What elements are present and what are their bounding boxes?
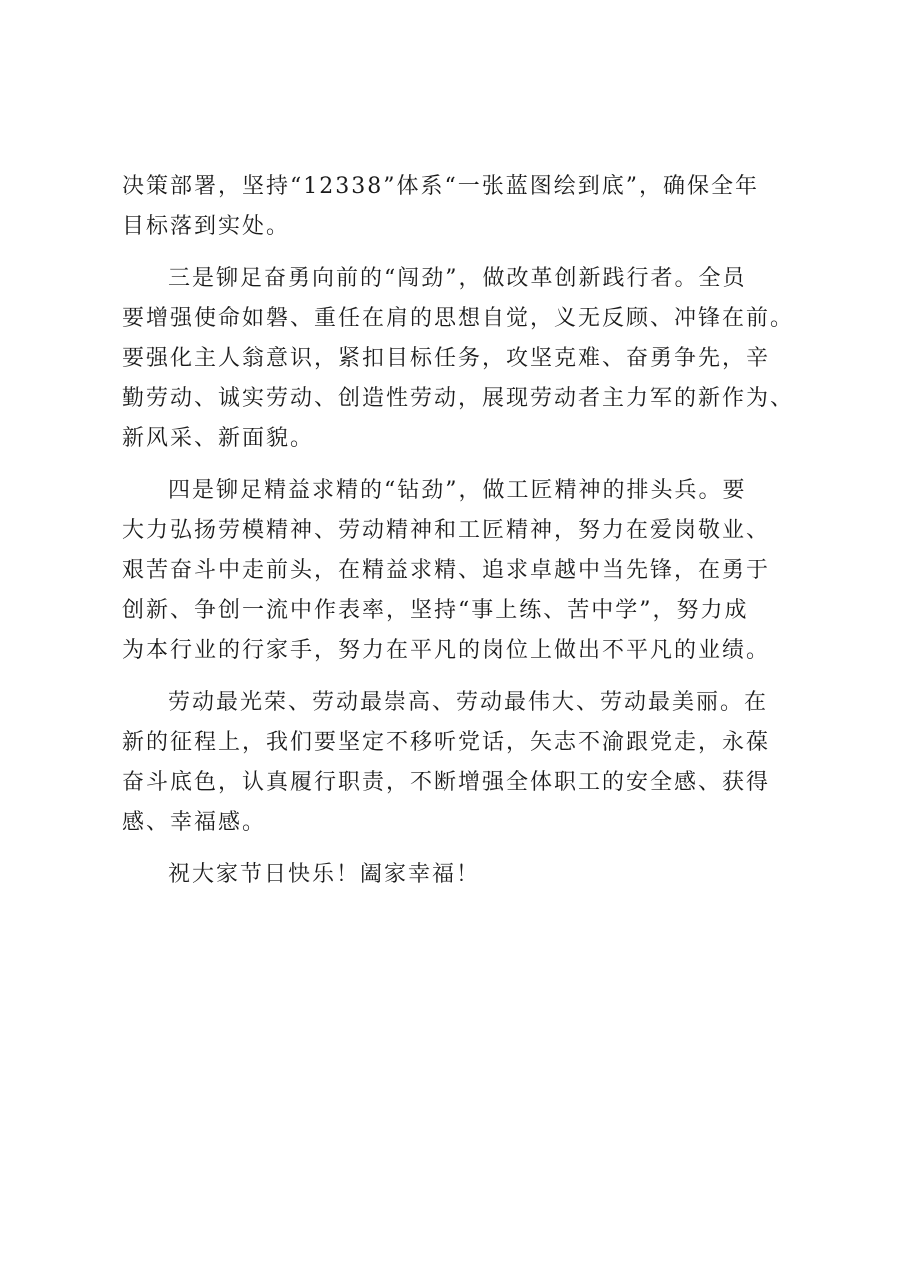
text-line: 决策部署，坚持“12338”体系“一张蓝图绘到底”，确保全年	[122, 174, 759, 199]
text-line: 四是铆足精益求精的“钻劲”，做工匠精神的排头兵。要	[168, 478, 747, 503]
paragraph-fourth-point	[122, 471, 812, 671]
text-line: 目标落到实处。	[122, 214, 291, 239]
paragraph-conclusion	[122, 683, 812, 843]
paragraph-continuation	[122, 167, 812, 247]
text-line: 为本行业的行家手，努力在平凡的岗位上做出不平凡的业绩。	[122, 638, 771, 663]
text-line: 大力弘扬劳模精神、劳动精神和工匠精神，努力在爱岗敬业、	[122, 518, 771, 543]
text-line: 创新、争创一流中作表率，坚持“事上练、苦中学”，努力成	[122, 598, 749, 623]
paragraph-third-point	[122, 259, 812, 459]
text-line: 祝大家节日快乐！阖家幸福！	[168, 862, 481, 887]
text-line: 艰苦奋斗中走前头，在精益求精、追求卓越中当先锋，在勇于	[122, 558, 771, 583]
text-line: 感、幸福感。	[122, 810, 267, 835]
text-line: 奋斗底色，认真履行职责，不断增强全体职工的安全感、获得	[122, 770, 771, 795]
text-line: 勤劳动、诚实劳动、创造性劳动，展现劳动者主力军的新作为、	[122, 386, 795, 411]
text-line: 新的征程上，我们要坚定不移听党话，矢志不渝跟党走，永葆	[122, 730, 771, 755]
paragraph-greeting	[122, 855, 812, 895]
text-line: 劳动最光荣、劳动最崇高、劳动最伟大、劳动最美丽。在	[168, 690, 769, 715]
text-line: 要增强使命如磐、重任在肩的思想自觉，义无反顾、冲锋在前。	[122, 306, 795, 331]
document-body	[122, 167, 812, 895]
text-line: 新风采、新面貌。	[122, 426, 315, 451]
text-line: 三是铆足奋勇向前的“闯劲”，做改革创新践行者。全员	[168, 266, 747, 291]
text-line: 要强化主人翁意识，紧扣目标任务，攻坚克难、奋勇争先，辛	[122, 346, 771, 371]
